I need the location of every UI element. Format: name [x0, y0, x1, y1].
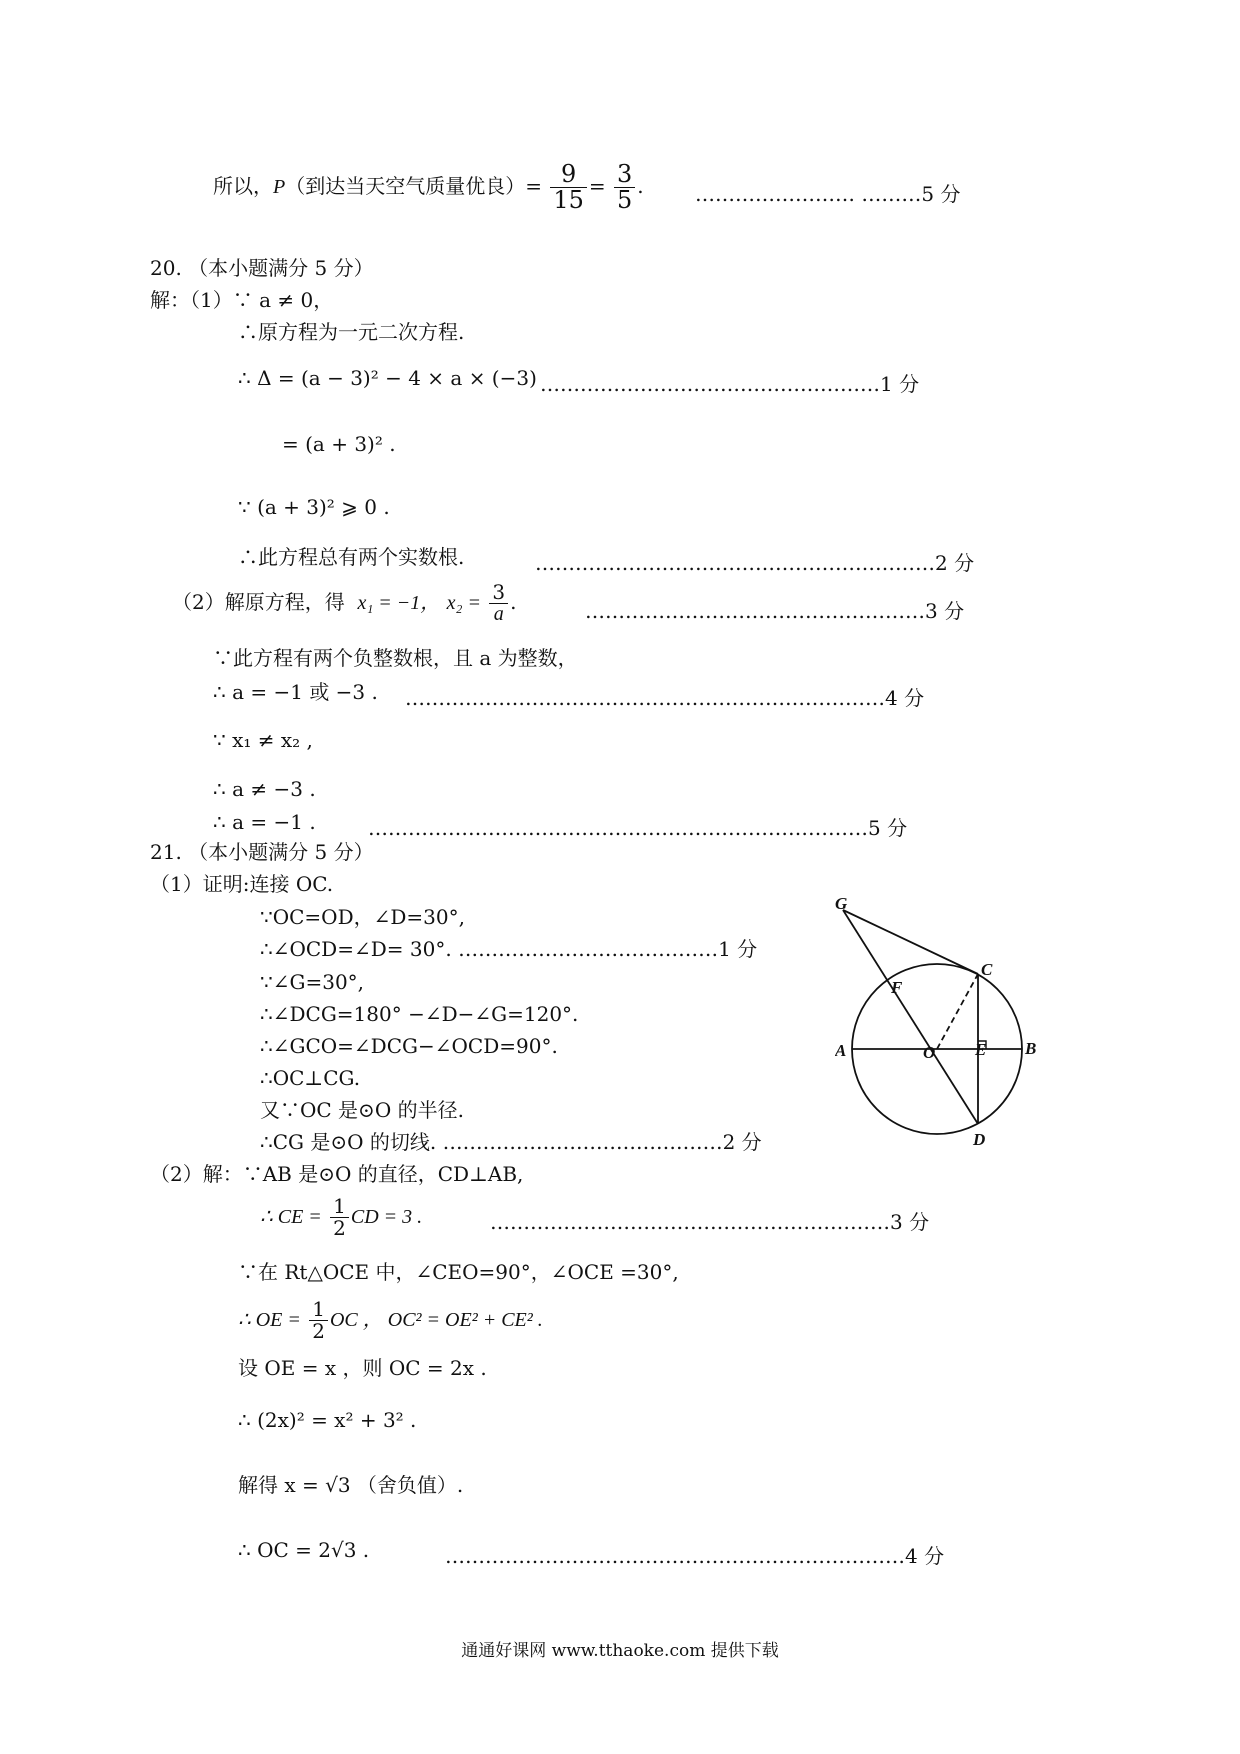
fraction-3-over-a: $\frac{3}{a}$: [489, 582, 508, 625]
q20-line-8: ∵此方程有两个负整数根，且 a 为整数，: [213, 646, 578, 670]
q21-score-3: [490, 1206, 929, 1235]
label-b: B: [1025, 1039, 1037, 1058]
step-text: ∴CG 是⊙O 的切线.: [260, 1130, 437, 1154]
leader-dots: ……………………………………: [442, 1130, 723, 1154]
q19-conclusion: [213, 162, 644, 213]
score: 2 分: [935, 551, 975, 575]
q20-line-5: ∵ (a + 3)² ⩾ 0 .: [238, 495, 390, 519]
fraction-one-half: $\frac{1}{2}$: [309, 1299, 328, 1342]
root-x1: x₁ = −1，: [357, 592, 441, 614]
score: 1 分: [718, 937, 758, 961]
leader-dots: ……………………………………………………: [535, 551, 935, 575]
label-d: D: [973, 1130, 986, 1149]
segment-oc-dashed: [937, 974, 978, 1049]
q20-line-7: [172, 582, 516, 625]
equals-sign-1: =: [525, 174, 542, 199]
q21-step-5: ∴∠GCO=∠DCG−∠OCD=90°.: [260, 1034, 558, 1058]
q20-score-2: [535, 547, 974, 576]
q21-step-1: ∵OC=OD，∠D=30°,: [260, 905, 465, 929]
q20-line-10: ∵ x₁ ≠ x₂ ,: [213, 728, 313, 752]
q20-score-5: [368, 812, 907, 841]
label-a: A: [835, 1041, 847, 1060]
q20-line-3: ∴ Δ = (a − 3)² − 4 × a × (−3): [238, 366, 537, 390]
score: 1 分: [880, 372, 920, 396]
ce-suffix: CD = 3 .: [350, 1206, 423, 1228]
q21-score-4: [445, 1540, 944, 1569]
q21-line-result: ∴ OC = 2√3 .: [238, 1538, 370, 1562]
label-c: C: [981, 960, 993, 979]
q20-line-6: ∴此方程总有两个实数根.: [238, 545, 465, 569]
leader-dots: …………………………………………………………………: [368, 816, 868, 840]
q21-line-let: 设 OE = x ，则 OC = 2x .: [238, 1356, 487, 1380]
ce-prefix: ∴ CE =: [260, 1206, 322, 1228]
q21-part1-heading: （1）证明:连接 OC.: [150, 872, 334, 896]
score: 4 分: [905, 1544, 945, 1568]
q21-line-ce: [260, 1196, 422, 1239]
q20-line-1: 解：（1）∵ a ≠ 0，: [150, 288, 334, 312]
label-g: G: [835, 895, 848, 913]
q21-step-6: ∴OC⊥CG.: [260, 1066, 361, 1090]
q20-line-12: ∴ a = −1 .: [213, 810, 316, 834]
leader-dots: ……………………………………………………: [490, 1210, 890, 1234]
score: 5 分: [921, 182, 961, 206]
score: 5 分: [868, 816, 908, 840]
score: 3 分: [890, 1210, 930, 1234]
leader-dots: …………………………………: [458, 937, 719, 961]
fraction-one-half: $\frac{1}{2}$: [330, 1196, 349, 1239]
q20-line-9: ∴ a = −1 或 −3 .: [213, 680, 378, 704]
oe-suffix: OC ， OC² = OE² + CE² .: [329, 1309, 543, 1331]
q21-step-3: ∵∠G=30°,: [260, 970, 365, 994]
score: 2 分: [722, 1130, 762, 1154]
q21-line-solve: 解得 x = √3 （舍负值）.: [238, 1473, 464, 1497]
q20-title: 20. （本小题满分 5 分）: [150, 256, 374, 280]
q21-step-7: 又∵OC 是⊙O 的半径.: [260, 1098, 464, 1122]
leader-dots: ……………………………………………: [585, 599, 925, 623]
root-x2: x₂ =: [446, 592, 481, 614]
oe-prefix: ∴ OE =: [238, 1309, 301, 1331]
q20-line-11: ∴ a ≠ −3 .: [213, 777, 316, 801]
period: .: [510, 590, 517, 614]
label-o: O: [923, 1043, 936, 1062]
circle-tangent-figure: [835, 895, 1065, 1155]
prob-prefix: 所以，: [213, 174, 273, 199]
q21-title: 21. （本小题满分 5 分）: [150, 840, 374, 864]
q20-score-1: [540, 368, 919, 397]
leader-dots: ……………………………………………………………: [445, 1544, 905, 1568]
equals-sign-2: =: [588, 174, 606, 199]
q20-score-4: [405, 682, 924, 711]
q21-line-oe: [238, 1299, 543, 1342]
q20-score-3: [585, 595, 964, 624]
leader-dots: ………………………………………………………………: [405, 686, 885, 710]
q20-line-4: = (a + 3)² .: [282, 432, 396, 456]
label-f: F: [891, 978, 903, 997]
label-e: E: [975, 1040, 987, 1059]
prob-event: （到达当天空气质量优良）: [285, 174, 526, 199]
leader-dots: ……………………………………………: [540, 372, 880, 396]
score: 3 分: [925, 599, 965, 623]
q21-line-rt: ∵在 Rt△OCE 中，∠CEO=90°，∠OCE =30°,: [238, 1260, 679, 1284]
prob-symbol: P: [273, 176, 286, 199]
period: .: [637, 174, 644, 199]
score: 4 分: [885, 686, 925, 710]
q21-step-2: [260, 939, 757, 959]
q20-line-2: ∴原方程为一元二次方程.: [238, 320, 465, 344]
page-footer: 通通好课网 www.tthaoke.com 提供下载: [461, 1641, 779, 1661]
step-text: ∴∠OCD=∠D= 30°.: [260, 937, 452, 961]
q21-step-8: [260, 1132, 762, 1152]
fraction-9-15: $\frac{9}{15}$: [550, 162, 587, 213]
q19-score-line: [695, 178, 960, 207]
q21-line-eq: ∴ (2x)² = x² + 3² .: [238, 1408, 417, 1432]
solve-label: （2）解原方程，得: [172, 590, 345, 614]
leader-dots: …………………… ………: [695, 182, 922, 206]
fraction-3-5: $\frac{3}{5}$: [614, 162, 635, 213]
q21-part2-heading: （2）解：∵AB 是⊙O 的直径，CD⊥AB,: [150, 1162, 524, 1186]
q21-step-4: ∴∠DCG=180° −∠D−∠G=120°.: [260, 1002, 579, 1026]
